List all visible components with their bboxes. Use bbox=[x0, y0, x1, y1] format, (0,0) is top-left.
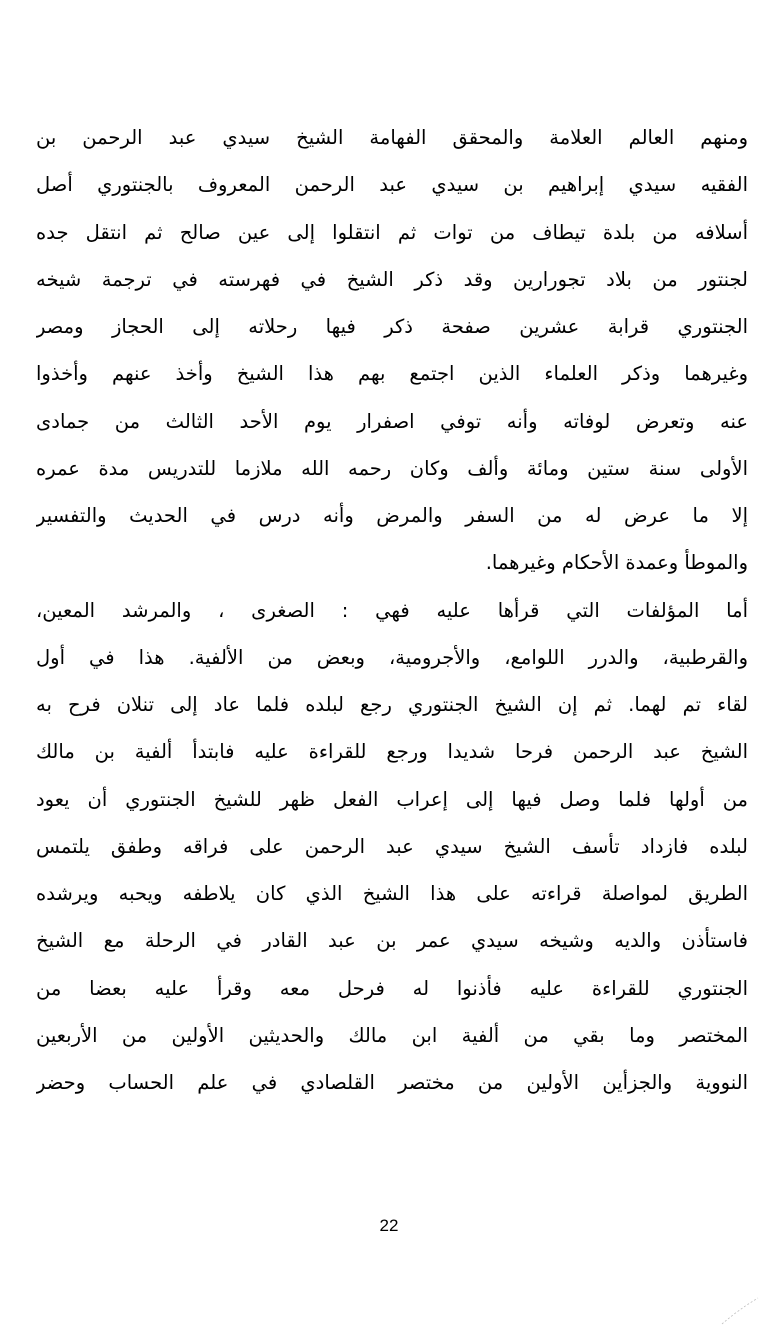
page-number: 22 bbox=[379, 1216, 399, 1235]
text-line: الشيخ عبد الرحمن فرحا شديدا ورجع للقراءة عليه فابتدأ ألفية بن مالك bbox=[36, 740, 748, 764]
text-line: الجنتوري قرابة عشرين صفحة ذكر فيها رحلاته إلى الحجاز ومصر bbox=[36, 315, 748, 338]
text-line: إلا ما عرض له من السفر والمرض وأنه درس في الحديث والتفسير bbox=[36, 504, 748, 527]
text-line: الأولى سنة ستين ومائة وألف وكان رحمه الله ملازما للتدريس مدة عمره bbox=[36, 456, 748, 480]
text-line: لقاء تم لهما. ثم إن الشيخ الجنتوري رجع لبلده فلما عاد إلى تنلان فرح به bbox=[36, 693, 748, 716]
text-line: الطريق لمواصلة قراءته على هذا الشيخ الذي كان يلاطفه ويحبه ويرشده bbox=[36, 882, 748, 905]
text-line: المختصر وما بقي من ألفية ابن مالك والحديثين الأولين من الأربعين bbox=[36, 1023, 748, 1047]
text-line: أسلافه من بلدة تيطاف من توات ثم انتقلوا إلى عين صالح ثم انتقل جده bbox=[36, 220, 748, 244]
scan-corner-mark bbox=[720, 1296, 760, 1326]
text-line: لبلده فازداد تأسف الشيخ سيدي عبد الرحمن على فراقه وطفق يلتمس bbox=[36, 834, 748, 858]
text-line: ومنهم العالم العلامة والمحقق الفهامة الشيخ سيدي عبد الرحمن بن bbox=[36, 126, 748, 149]
text-line: عنه وتعرض لوفاته وأنه توفي اصفرار يوم الأحد الثالث من جمادى bbox=[36, 409, 748, 433]
text-line: والقرطبية، والدرر اللوامع، والأجرومية، وبعض من الألفية. هذا في أول bbox=[36, 645, 748, 669]
body-text bbox=[36, 114, 748, 1106]
text-line: النووية والجزأين الأولين من مختصر القلصادي في علم الحساب وحضر bbox=[36, 1071, 748, 1094]
text-line: الفقيه سيدي إبراهيم بن سيدي عبد الرحمن المعروف بالجنتوري أصل bbox=[36, 173, 748, 197]
text-line: والموطأ وعمدة الأحكام وغيرهما. bbox=[485, 551, 748, 575]
text-line: لجنتور من بلاد تجورارين وقد ذكر الشيخ في فهرسته في ترجمة شيخه bbox=[36, 267, 748, 291]
text-line: أما المؤلفات التي قرأها عليه فهي : الصغرى ، والمرشد المعين، bbox=[36, 598, 748, 622]
text-line: وغيرهما وذكر العلماء الذين اجتمع بهم هذا الشيخ وأخذ عنهم وأخذوا bbox=[36, 362, 748, 386]
text-line: الجنتوري للقراءة عليه فأذنوا له فرحل معه وقرأ عليه بعضا من bbox=[36, 976, 748, 1000]
text-line: فاستأذن والديه وشيخه سيدي عمر بن عبد القادر في الرحلة مع الشيخ bbox=[36, 929, 748, 953]
text-line: من أولها فلما وصل فيها إلى إعراب الفعل ظهر للشيخ الجنتوري أن يعود bbox=[36, 787, 748, 811]
